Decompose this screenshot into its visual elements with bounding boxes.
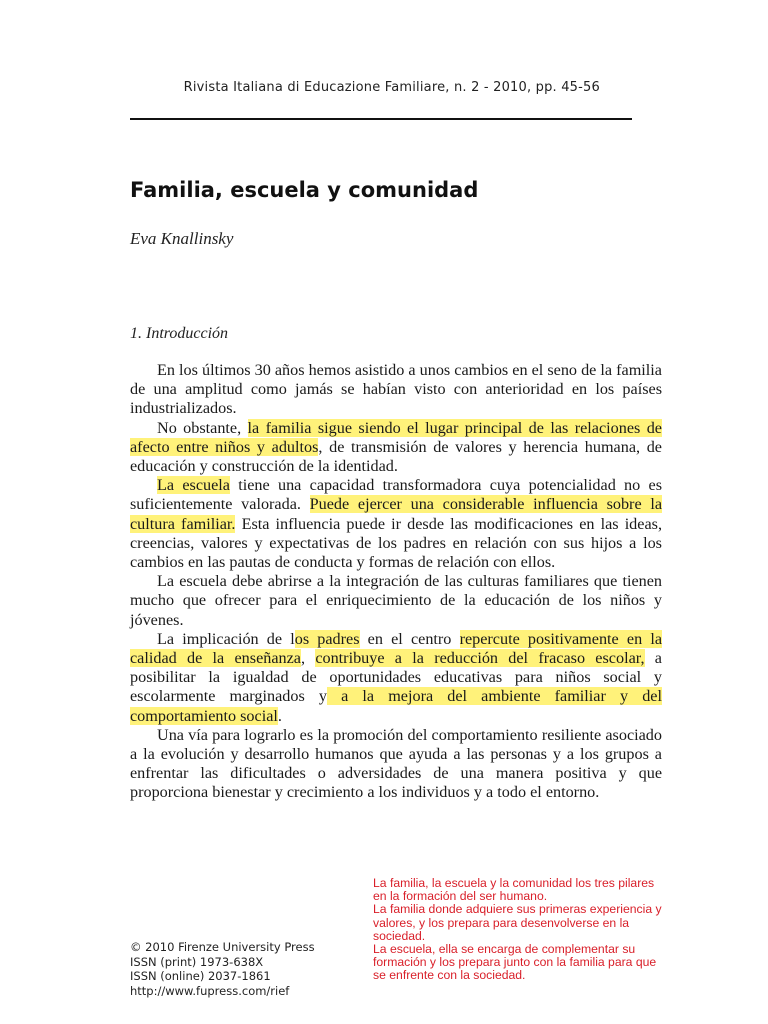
text-segment: Una vía para lograrlo es la promoción del comportamiento resiliente asociado a la evolución y desarrollo humanos que ayuda a las personas y a los grupos a enfrentar las dificultades o adversidades de una manera positiva y que proporciona bienestar y crecimiento a los individuos y a todo el entorno.	[130, 725, 662, 802]
footer-line: ISSN (print) 1973-638X	[130, 954, 264, 969]
body-paragraph	[130, 419, 662, 477]
journal-citation-header: Rivista Italiana di Educazione Familiare, n. 2 - 2010, pp. 45-56	[183, 80, 600, 95]
annotation-line: La familia, la escuela y la comunidad los tres pilares en la formación del ser humano.	[373, 876, 655, 904]
text-segment: Esta influencia puede ir desde las modificaciones en las ideas, creencias, valores y expectativas de los padres en relación con sus hijos a los cambios en las pautas de conducta y formas de relación con ellos.	[130, 514, 662, 572]
text-segment: a posibilitar la igualdad de oportunidades educativas para niños social y escolarmente marginados y	[130, 649, 662, 706]
annotation-line: La escuela, ella se encarga de complementar su formación y los prepara junto con la familia para que se enfrente con la sociedad.	[373, 942, 657, 983]
text-segment: La escuela debe abrirse a la integración de las culturas familiares que tienen mucho que ofrecer para el enriquecimiento de la educación de los niños y jóvenes.	[130, 572, 662, 629]
article-body	[130, 361, 662, 803]
annotation-line: La familia donde adquiere sus primeras experiencia y valores, y los prepara para desenvolverse en la sociedad.	[373, 902, 662, 943]
highlighted-text: a la mejora del ambiente familiar y del comportamiento social	[130, 687, 662, 725]
header-divider	[130, 118, 632, 120]
body-paragraph	[130, 476, 662, 572]
text-segment: En los últimos 30 años hemos asistido a unos cambios en el seno de la familia de una amplitud como jamás se habían visto con anterioridad en los países industrializados.	[130, 361, 662, 418]
body-paragraph	[130, 572, 662, 630]
article-author: Eva Knallinsky	[130, 229, 234, 248]
body-paragraph	[130, 726, 662, 803]
article-title: Familia, escuela y comunidad	[130, 178, 479, 202]
text-segment: No obstante,	[157, 418, 248, 437]
highlighted-text: La escuela	[157, 476, 230, 495]
text-segment: La implicación de l	[157, 629, 295, 648]
footer-line: http://www.fupress.com/rief	[130, 983, 290, 998]
footer-line: ISSN (online) 2037-1861	[130, 969, 271, 983]
footer-line: © 2010 Firenze University Press	[130, 940, 315, 954]
highlighted-text: Puede ejercer una considerable influencia sobre la cultura familiar.	[130, 495, 663, 533]
text-segment: ,	[301, 649, 316, 668]
text-segment: , de transmisión de valores y herencia humana, de educación y construcción de la identidad.	[130, 437, 662, 476]
handwritten-style-annotation-note	[373, 877, 663, 983]
highlighted-text: repercute positivamente en la calidad de la enseñanza	[130, 629, 663, 668]
body-paragraph	[130, 361, 662, 419]
highlighted-text: os padres	[294, 629, 360, 648]
highlighted-text: contribuye a la reducción del fracaso escolar,	[315, 649, 645, 668]
text-segment: tiene una capacidad transformadora cuya potencialidad no es suficientemente valorada.	[130, 476, 663, 514]
publisher-footer	[130, 940, 315, 998]
highlighted-text: la familia sigue siendo el lugar principal de las relaciones de afecto entre niños y adultos	[130, 418, 662, 456]
text-segment: en el centro	[359, 629, 460, 648]
text-segment: .	[277, 706, 282, 725]
body-paragraph	[130, 630, 662, 726]
section-heading: 1. Introducción	[130, 325, 229, 342]
